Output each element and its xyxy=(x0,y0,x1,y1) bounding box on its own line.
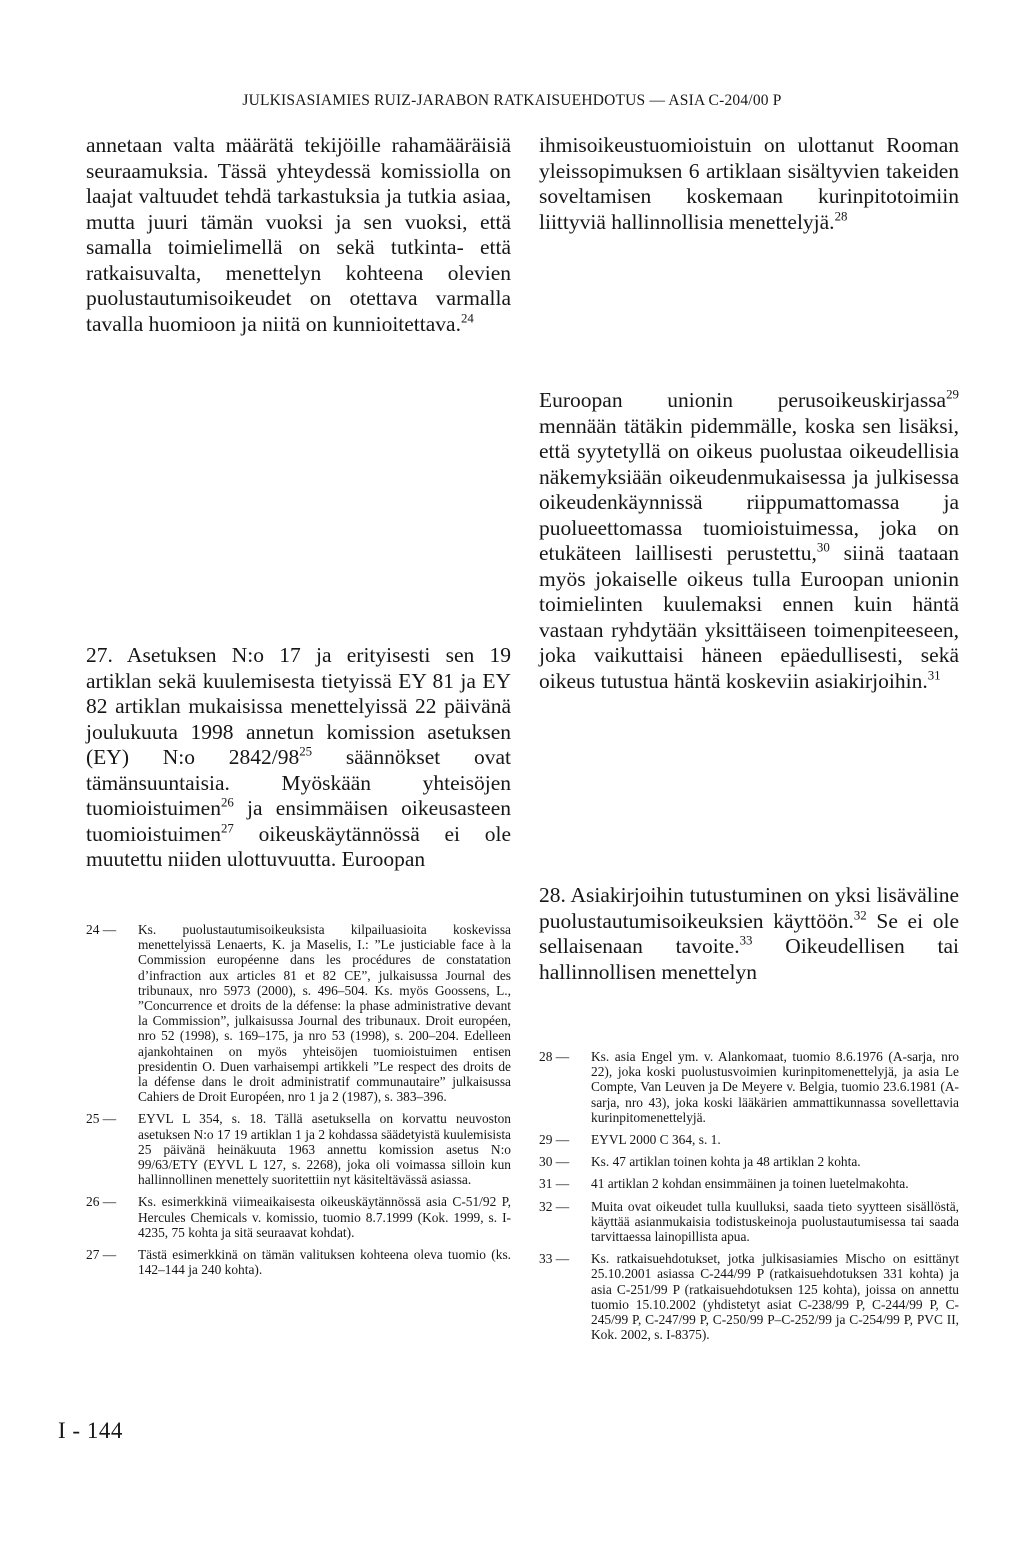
left-para-1 xyxy=(86,133,511,337)
footnote-number: 33 — xyxy=(539,1251,570,1267)
footnote-number: 24 — xyxy=(86,922,117,937)
footnote-ref-27: 27 xyxy=(220,821,234,836)
footnote-text: Ks. asia Engel ym. v. Alankomaat, tuomio 8.6.1976 (A-sarja, nro 22), joka koski puolustusvoimien kurinpitomenettelyjä, ja asia Le Compte, Van Leuven ja De Meyere v. Belgia, tuomio 23.6.1981 (A-sarja, nro 43), joka koski lääkärien ammattikunnassa sovellettavia kurinpitomenettelyjä. xyxy=(591,1049,959,1125)
footnote-ref-28: 28 xyxy=(834,209,848,224)
left-para-1-text: annetaan valta määrätä tekijöille rahamääräisiä seuraamuksia. Tässä yhteydessä komissiolla on laajat valtuudet tehdä tarkastuksia ja tutkia asiaa, mutta juuri tämän vuoksi ja sen vuoksi, että samalla toimielimellä on sekä tutkinta- että ratkaisuvalta, menettelyn kohteena olevien puolustautumisoikeudet on otettava varmalla tavalla huomioon ja niitä on kunnioitettava. xyxy=(86,133,511,336)
left-para-27 xyxy=(86,643,511,873)
footnote-31 xyxy=(539,1176,959,1191)
right-para-2-text-2: mennään tätäkin pidemmälle, koska sen lisäksi, että syytetyllä on oikeus puolustaa oikeudellisia näkemyksiään oikeudenmukaisessa ja julkisessa oikeudenkäynnissä riippumattomassa ja puolueettomassa tuomioistuimessa, joka on etukäteen laillisesti perustettu, xyxy=(539,413,959,565)
footnote-number: 29 — xyxy=(539,1132,570,1148)
running-header: JULKISASIAMIES RUIZ-JARABON RATKAISUEHDOTUS — ASIA C-204/00 P xyxy=(242,92,782,109)
footnote-25 xyxy=(86,1111,511,1187)
para-27-text-1: 27. Asetuksen N:o 17 ja erityisesti sen 19 artiklan sekä kuulemisesta tietyissä EY 81 ja EY 82 artiklan mukaisissa menettelyissä 22 päivänä joulukuuta 1998 annetun komission asetuksen (EY) N:o 2842/98 xyxy=(86,643,511,769)
right-footnotes xyxy=(539,1049,959,1349)
right-para-28 xyxy=(539,883,959,985)
footnote-24 xyxy=(86,922,511,1104)
right-para-1-text: ihmisoikeustuomioistuin on ulottanut Rooman yleissopimuksen 6 artiklaan sisältyvien takeiden soveltamisen koskemaan kurinpitotoimiin liittyviä hallinnollisia menettelyjä. xyxy=(539,133,959,234)
footnote-text: 41 artiklan 2 kohdan ensimmäinen ja toinen luetelmakohta. xyxy=(591,1176,909,1192)
footnote-number: 28 — xyxy=(539,1049,570,1064)
right-para-1 xyxy=(539,133,959,235)
footnote-text: Ks. puolustautumisoikeuksista kilpailuasioita koskevissa menettelyissä Lenaerts, K. ja Maselis, I.: ”Le justiciable face à la Commission européenne dans les procédures de constatation d’infraction aux articles 81 et 82 CE”, julkaisussa Journal des tribunaux, nro 5973 (2000), s. 496–504. Ks. myös Goossens, L., ”Concurrence et droits de la défense: la phase administrative devant la Commission”, julkaisussa Journal des tribunaux. Droit européen, nro 52 (1998), s. 169–175, ja nro 53 (1998), s. 200–204. Edelleen ajankohtainen on myös yhteisöjen tuomioistuimen entisen presidentin O. Duen varhaisempi artikkeli ”Le respect des droits de la défense dans le droit administratif communautaire” julkaisussa Cahiers de Droit Européen, nro 1 ja 2 (1987), s. 383–396. xyxy=(138,922,511,1105)
footnote-number: 25 — xyxy=(86,1111,117,1127)
footnote-29 xyxy=(539,1132,959,1147)
footnote-32 xyxy=(539,1199,959,1245)
footnote-number: 32 — xyxy=(539,1198,570,1214)
para-27-text-2: säännökset ovat tämänsuuntaisia. Myöskään yhteisöjen tuomioistuimen xyxy=(86,745,511,820)
footnote-number: 31 — xyxy=(539,1176,570,1192)
footnote-text: EYVL 2000 C 364, s. 1. xyxy=(591,1132,721,1148)
footnote-text: Ks. esimerkkinä viimeaikaisesta oikeuskäytännössä asia C-51/92 P, Hercules Chemicals v. komissio, tuomio 8.7.1999 (Kok. 1999, s. I-4235, 75 kohta ja sitä seuraavat kohdat). xyxy=(138,1194,511,1240)
footnote-33 xyxy=(539,1251,959,1342)
footnote-ref-30: 30 xyxy=(816,540,830,555)
para-27-text-4: oikeuskäytännössä ei ole muutettu niiden ulottuvuutta. Euroopan xyxy=(86,821,511,871)
footnote-27 xyxy=(86,1247,511,1277)
footnote-ref-29: 29 xyxy=(946,387,959,402)
footnote-ref-24: 24 xyxy=(460,311,474,326)
footnote-text: EYVL L 354, s. 18. Tällä asetuksella on korvattu neuvoston asetuksen N:o 17 19 artiklan 1 ja 2 kohdassa säädetyistä kuulemisista 25 päivänä heinäkuuta 1963 annettu komission asetus N:o 99/63/ETY (EYVL L 127, s. 2268), joka oli voimassa silloin kun hallinnollinen menettely suoritettiin nyt käsiteltävässä asiassa. xyxy=(138,1111,511,1188)
para-28-text-2: Se ei ole sellaisenaan tavoite. xyxy=(539,908,959,958)
footnote-28 xyxy=(539,1049,959,1125)
right-para-2-text-3: siinä taataan myös jokaiselle oikeus tulla Euroopan unionin toimielinten kuulemaksi ennen kuin häntä vastaan ryhdytään yksittäiseen toimenpiteeseen, joka vaikuttaisi häneen epäedullisesti, sekä oikeus tutustua häntä koskeviin asiakirjoihin. xyxy=(539,541,959,693)
footnote-ref-26: 26 xyxy=(220,795,234,810)
footnote-ref-33: 33 xyxy=(739,933,753,948)
footnote-number: 30 — xyxy=(539,1154,570,1170)
para-28-text-3: Oikeudellisen tai hallinnollisen menettelyn xyxy=(539,934,960,984)
footnote-text: Tästä esimerkkinä on tämän valituksen kohteena oleva tuomio (ks. 142–144 ja 240 kohta). xyxy=(138,1247,511,1278)
footnote-26 xyxy=(86,1194,511,1240)
para-28-text-1: 28. Asiakirjoihin tutustuminen on yksi lisäväline puolustautumisoikeuksien käyttöön. xyxy=(539,883,959,933)
para-27-text-3: ja ensimmäisen oikeusasteen tuomioistuimen xyxy=(86,796,511,846)
right-para-2-text-1: Euroopan unionin perusoikeuskirjassa xyxy=(539,388,947,412)
footnote-ref-31: 31 xyxy=(927,668,941,683)
footnote-ref-32: 32 xyxy=(853,908,867,923)
page-number: I - 144 xyxy=(58,1418,123,1443)
footnote-text: Muita ovat oikeudet tulla kuulluksi, saada tieto syytteen sisällöstä, käyttää asianmukaisia todistuskeinoja puolustautumisessa tai saada tarvittaessa lainopillista apua. xyxy=(591,1198,959,1245)
footnote-ref-25: 25 xyxy=(299,744,313,759)
footnote-text: Ks. 47 artiklan toinen kohta ja 48 artiklan 2 kohta. xyxy=(591,1154,861,1170)
footnote-30 xyxy=(539,1154,959,1169)
footnote-text: Ks. ratkaisuehdotukset, jotka julkisasiamies Mischo on esittänyt 25.10.2001 asiassa C-244/99 P (ratkaisuehdotuksen 331 kohta) ja asia C-251/99 P (ratkaisuehdotuksen 125 kohta), joissa on annettu tuomio 15.10.2002 (yhdistetyt asiat C-238/99 P, C-244/99 P, C-245/99 P, C-247/99 P, C-250/99 P–C-252/99 ja C-254/99 P, PVC II, Kok. 2002, s. I-8375). xyxy=(591,1251,959,1343)
footnote-number: 27 — xyxy=(86,1247,117,1263)
right-para-2 xyxy=(539,388,959,694)
footnote-number: 26 — xyxy=(86,1194,117,1210)
left-footnotes xyxy=(86,922,511,1284)
